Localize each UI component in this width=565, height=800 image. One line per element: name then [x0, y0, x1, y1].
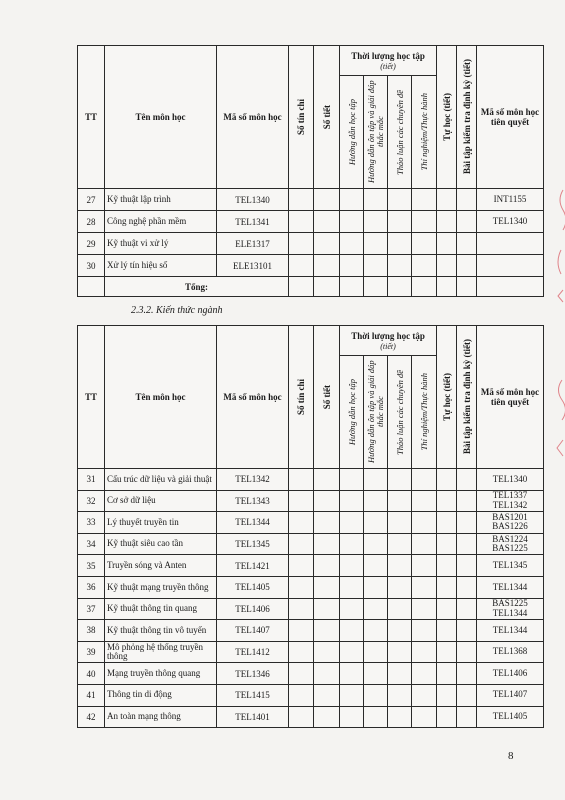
course-code: TEL1343 [217, 490, 289, 512]
header-lab: Thí nghiệm/Thực hành [412, 76, 437, 189]
table-row [78, 555, 544, 577]
empty-cell [457, 706, 477, 728]
course-code: TEL1421 [217, 555, 289, 577]
prerequisite-code: TEL1340 [477, 211, 544, 233]
empty-cell [388, 684, 412, 706]
row-number: 36 [78, 576, 105, 598]
row-number: 30 [78, 255, 105, 277]
table-row [78, 533, 544, 555]
course-code: TEL1341 [217, 211, 289, 233]
empty-cell [314, 233, 340, 255]
empty-cell [388, 620, 412, 642]
table-row [78, 233, 544, 255]
course-code: TEL1407 [217, 620, 289, 642]
empty-cell [388, 576, 412, 598]
empty-cell [437, 512, 457, 534]
empty-cell [457, 641, 477, 663]
empty-cell [388, 233, 412, 255]
prerequisite-code: BAS1225 TEL1344 [477, 598, 544, 620]
row-number: 31 [78, 469, 105, 491]
row-number: 39 [78, 641, 105, 663]
empty-cell [412, 555, 437, 577]
empty-cell [457, 684, 477, 706]
header-prerequisite: Mã số môn học tiên quyết [477, 326, 544, 469]
empty-cell [412, 706, 437, 728]
empty-cell [340, 576, 364, 598]
row-number: 42 [78, 706, 105, 728]
header-course-name: Tên môn học [105, 46, 217, 189]
course-code: TEL1412 [217, 641, 289, 663]
header-self-study: Tự học (tiết) [437, 46, 457, 189]
total-label: Tổng: [105, 277, 289, 297]
empty-cell [388, 663, 412, 685]
course-name: Mạng truyền thông quang [105, 663, 217, 685]
header-study-time-group: Thời lượng học tập (tiết) [340, 46, 437, 76]
header-tt: TT [78, 46, 105, 189]
empty-cell [340, 684, 364, 706]
empty-cell [289, 255, 314, 277]
course-name: Kỹ thuật lập trình [105, 189, 217, 211]
table-row [78, 255, 544, 277]
course-name: Kỹ thuật thông tin quang [105, 598, 217, 620]
row-number: 32 [78, 490, 105, 512]
empty-cell [364, 684, 388, 706]
empty-cell [437, 255, 457, 277]
empty-cell [412, 233, 437, 255]
empty-cell [314, 641, 340, 663]
empty-cell [457, 576, 477, 598]
course-code: TEL1415 [217, 684, 289, 706]
empty-cell [289, 469, 314, 491]
header-self-study: Tự học (tiết) [437, 326, 457, 469]
prerequisite-code: TEL1345 [477, 555, 544, 577]
empty-cell [340, 189, 364, 211]
empty-cell [364, 576, 388, 598]
header-guided: Hướng dẫn học tập [340, 356, 364, 469]
prerequisite-code: TEL1340 [477, 469, 544, 491]
row-number: 29 [78, 233, 105, 255]
empty-cell [314, 684, 340, 706]
course-code: TEL1344 [217, 512, 289, 534]
header-tt: TT [78, 326, 105, 469]
empty-cell [289, 533, 314, 555]
empty-cell [289, 490, 314, 512]
prerequisite-code: TEL1407 [477, 684, 544, 706]
empty-cell [388, 706, 412, 728]
header-seminar: Thảo luận các chuyên đề [388, 356, 412, 469]
header-prerequisite: Mã số môn học tiên quyết [477, 46, 544, 189]
empty-cell [364, 211, 388, 233]
row-number: 41 [78, 684, 105, 706]
course-name: Lý thuyết truyền tin [105, 512, 217, 534]
table-row [78, 490, 544, 512]
empty-cell [289, 576, 314, 598]
empty-cell [437, 533, 457, 555]
empty-cell [437, 684, 457, 706]
header-course-code: Mã số môn học [217, 46, 289, 189]
empty-cell [314, 706, 340, 728]
empty-cell [340, 706, 364, 728]
empty-cell [289, 555, 314, 577]
empty-cell [314, 469, 340, 491]
empty-cell [314, 555, 340, 577]
prerequisite-code: TEL1368 [477, 641, 544, 663]
empty-cell [457, 490, 477, 512]
empty-cell [314, 620, 340, 642]
empty-cell [364, 533, 388, 555]
header-seminar: Thảo luận các chuyên đề [388, 76, 412, 189]
course-code: TEL1401 [217, 706, 289, 728]
course-name: Kỹ thuật mạng truyền thông [105, 576, 217, 598]
empty-cell [340, 277, 364, 297]
empty-cell [314, 598, 340, 620]
row-number: 34 [78, 533, 105, 555]
empty-cell [364, 255, 388, 277]
empty-cell [412, 533, 437, 555]
empty-cell [314, 663, 340, 685]
empty-cell [364, 663, 388, 685]
empty-cell [289, 663, 314, 685]
empty-cell [412, 469, 437, 491]
empty-cell [388, 255, 412, 277]
empty-cell [364, 233, 388, 255]
course-name: Truyền sóng và Anten [105, 555, 217, 577]
header-periods: Số tiết [314, 46, 340, 189]
course-code: TEL1405 [217, 576, 289, 598]
empty-cell [437, 490, 457, 512]
course-name: Xử lý tín hiệu số [105, 255, 217, 277]
table-row [78, 620, 544, 642]
empty-cell [289, 189, 314, 211]
table-row [78, 663, 544, 685]
empty-cell [314, 533, 340, 555]
empty-cell [457, 512, 477, 534]
empty-cell [314, 576, 340, 598]
header-review: Hướng dẫn ôn tập và giải đáp thắc mắc [364, 356, 388, 469]
empty-cell [340, 211, 364, 233]
header-lab: Thí nghiệm/Thực hành [412, 356, 437, 469]
empty-cell [340, 255, 364, 277]
empty-cell [314, 277, 340, 297]
empty-cell [388, 189, 412, 211]
empty-cell [457, 620, 477, 642]
prerequisite-code: BAS1201 BAS1226 [477, 512, 544, 534]
header-course-code: Mã số môn học [217, 326, 289, 469]
empty-cell [388, 211, 412, 233]
curriculum-table-1 [77, 45, 544, 297]
row-number: 38 [78, 620, 105, 642]
empty-cell [314, 512, 340, 534]
empty-cell [340, 512, 364, 534]
empty-cell [412, 189, 437, 211]
prerequisite-code: TEL1344 [477, 576, 544, 598]
empty-cell [412, 277, 437, 297]
prerequisite-code: TEL1337 TEL1342 [477, 490, 544, 512]
header-review: Hướng dẫn ôn tập và giải đáp thắc mắc [364, 76, 388, 189]
table-row [78, 684, 544, 706]
empty-cell [289, 706, 314, 728]
empty-cell [437, 663, 457, 685]
table-row [78, 706, 544, 728]
empty-cell [340, 490, 364, 512]
course-name: Kỹ thuật thông tin vô tuyến [105, 620, 217, 642]
page-number: 8 [508, 750, 514, 762]
empty-cell [412, 490, 437, 512]
empty-cell [457, 189, 477, 211]
empty-cell [412, 512, 437, 534]
empty-cell [412, 255, 437, 277]
course-code: ELE1317 [217, 233, 289, 255]
curriculum-table-2 [77, 325, 544, 728]
empty-cell [364, 277, 388, 297]
row-number: 28 [78, 211, 105, 233]
empty-cell [457, 663, 477, 685]
empty-cell [457, 533, 477, 555]
empty-cell [457, 277, 477, 297]
empty-cell [388, 533, 412, 555]
table-row [78, 512, 544, 534]
header-credits: Số tín chỉ [289, 46, 314, 189]
empty-cell [289, 598, 314, 620]
empty-cell [477, 277, 544, 297]
empty-cell [457, 233, 477, 255]
header-course-name: Tên môn học [105, 326, 217, 469]
header-study-time-group: Thời lượng học tập (tiết) [340, 326, 437, 356]
header-periods: Số tiết [314, 326, 340, 469]
table-row [78, 598, 544, 620]
empty-cell [340, 641, 364, 663]
table-row [78, 469, 544, 491]
prerequisite-code [477, 255, 544, 277]
header-assignment: Bài tập kiểm tra định kỳ (tiết) [457, 326, 477, 469]
empty-cell [364, 490, 388, 512]
empty-cell [388, 469, 412, 491]
course-code: TEL1345 [217, 533, 289, 555]
empty-cell [437, 233, 457, 255]
empty-cell [314, 189, 340, 211]
course-name: Kỹ thuật vi xử lý [105, 233, 217, 255]
empty-cell [289, 211, 314, 233]
prerequisite-code [477, 233, 544, 255]
course-code: ELE13101 [217, 255, 289, 277]
empty-cell [340, 598, 364, 620]
header-assignment: Bài tập kiểm tra định kỳ (tiết) [457, 46, 477, 189]
empty-cell [457, 598, 477, 620]
course-name: Cấu trúc dữ liệu và giải thuật [105, 469, 217, 491]
table-row [78, 211, 544, 233]
empty-cell [388, 277, 412, 297]
empty-cell [457, 255, 477, 277]
empty-cell [412, 620, 437, 642]
total-row [78, 277, 544, 297]
empty-cell [340, 555, 364, 577]
empty-cell [412, 598, 437, 620]
row-number: 37 [78, 598, 105, 620]
course-name: Công nghệ phần mềm [105, 211, 217, 233]
course-code: TEL1346 [217, 663, 289, 685]
prerequisite-code: TEL1406 [477, 663, 544, 685]
row-number: 33 [78, 512, 105, 534]
empty-cell [437, 641, 457, 663]
empty-cell [364, 555, 388, 577]
course-code: TEL1406 [217, 598, 289, 620]
empty-cell [457, 211, 477, 233]
empty-cell [457, 469, 477, 491]
empty-cell [314, 255, 340, 277]
empty-cell [340, 533, 364, 555]
empty-cell [340, 620, 364, 642]
prerequisite-code: TEL1344 [477, 620, 544, 642]
course-code: TEL1340 [217, 189, 289, 211]
empty-cell [340, 469, 364, 491]
empty-cell [78, 277, 105, 297]
row-number: 27 [78, 189, 105, 211]
course-name: An toàn mạng thông [105, 706, 217, 728]
empty-cell [314, 211, 340, 233]
empty-cell [437, 555, 457, 577]
course-name: Mô phỏng hệ thống truyền thông [105, 641, 217, 663]
empty-cell [388, 490, 412, 512]
empty-cell [437, 620, 457, 642]
table-row [78, 576, 544, 598]
empty-cell [437, 189, 457, 211]
empty-cell [388, 598, 412, 620]
empty-cell [437, 277, 457, 297]
empty-cell [412, 641, 437, 663]
header-guided: Hướng dẫn học tập [340, 76, 364, 189]
empty-cell [457, 555, 477, 577]
empty-cell [364, 620, 388, 642]
empty-cell [437, 469, 457, 491]
empty-cell [340, 233, 364, 255]
empty-cell [364, 706, 388, 728]
prerequisite-code: TEL1405 [477, 706, 544, 728]
empty-cell [388, 641, 412, 663]
course-name: Cơ sở dữ liệu [105, 490, 217, 512]
prerequisite-code: INT1155 [477, 189, 544, 211]
course-name: Kỹ thuật siêu cao tần [105, 533, 217, 555]
empty-cell [437, 576, 457, 598]
empty-cell [364, 189, 388, 211]
empty-cell [412, 684, 437, 706]
table-row [78, 641, 544, 663]
empty-cell [437, 211, 457, 233]
course-code: TEL1342 [217, 469, 289, 491]
empty-cell [289, 641, 314, 663]
empty-cell [289, 512, 314, 534]
table-row [78, 189, 544, 211]
empty-cell [364, 512, 388, 534]
empty-cell [289, 277, 314, 297]
row-number: 35 [78, 555, 105, 577]
empty-cell [364, 598, 388, 620]
empty-cell [314, 490, 340, 512]
empty-cell [412, 576, 437, 598]
empty-cell [412, 663, 437, 685]
empty-cell [364, 469, 388, 491]
seal-stamp-edge [545, 180, 565, 480]
empty-cell [412, 211, 437, 233]
empty-cell [437, 706, 457, 728]
empty-cell [340, 663, 364, 685]
section-title: 2.3.2. Kiến thức ngành [131, 305, 223, 316]
empty-cell [289, 684, 314, 706]
empty-cell [364, 641, 388, 663]
empty-cell [289, 620, 314, 642]
prerequisite-code: BAS1224 BAS1225 [477, 533, 544, 555]
empty-cell [388, 512, 412, 534]
empty-cell [388, 555, 412, 577]
course-name: Thông tin di động [105, 684, 217, 706]
empty-cell [289, 233, 314, 255]
empty-cell [437, 598, 457, 620]
header-credits: Số tín chỉ [289, 326, 314, 469]
row-number: 40 [78, 663, 105, 685]
